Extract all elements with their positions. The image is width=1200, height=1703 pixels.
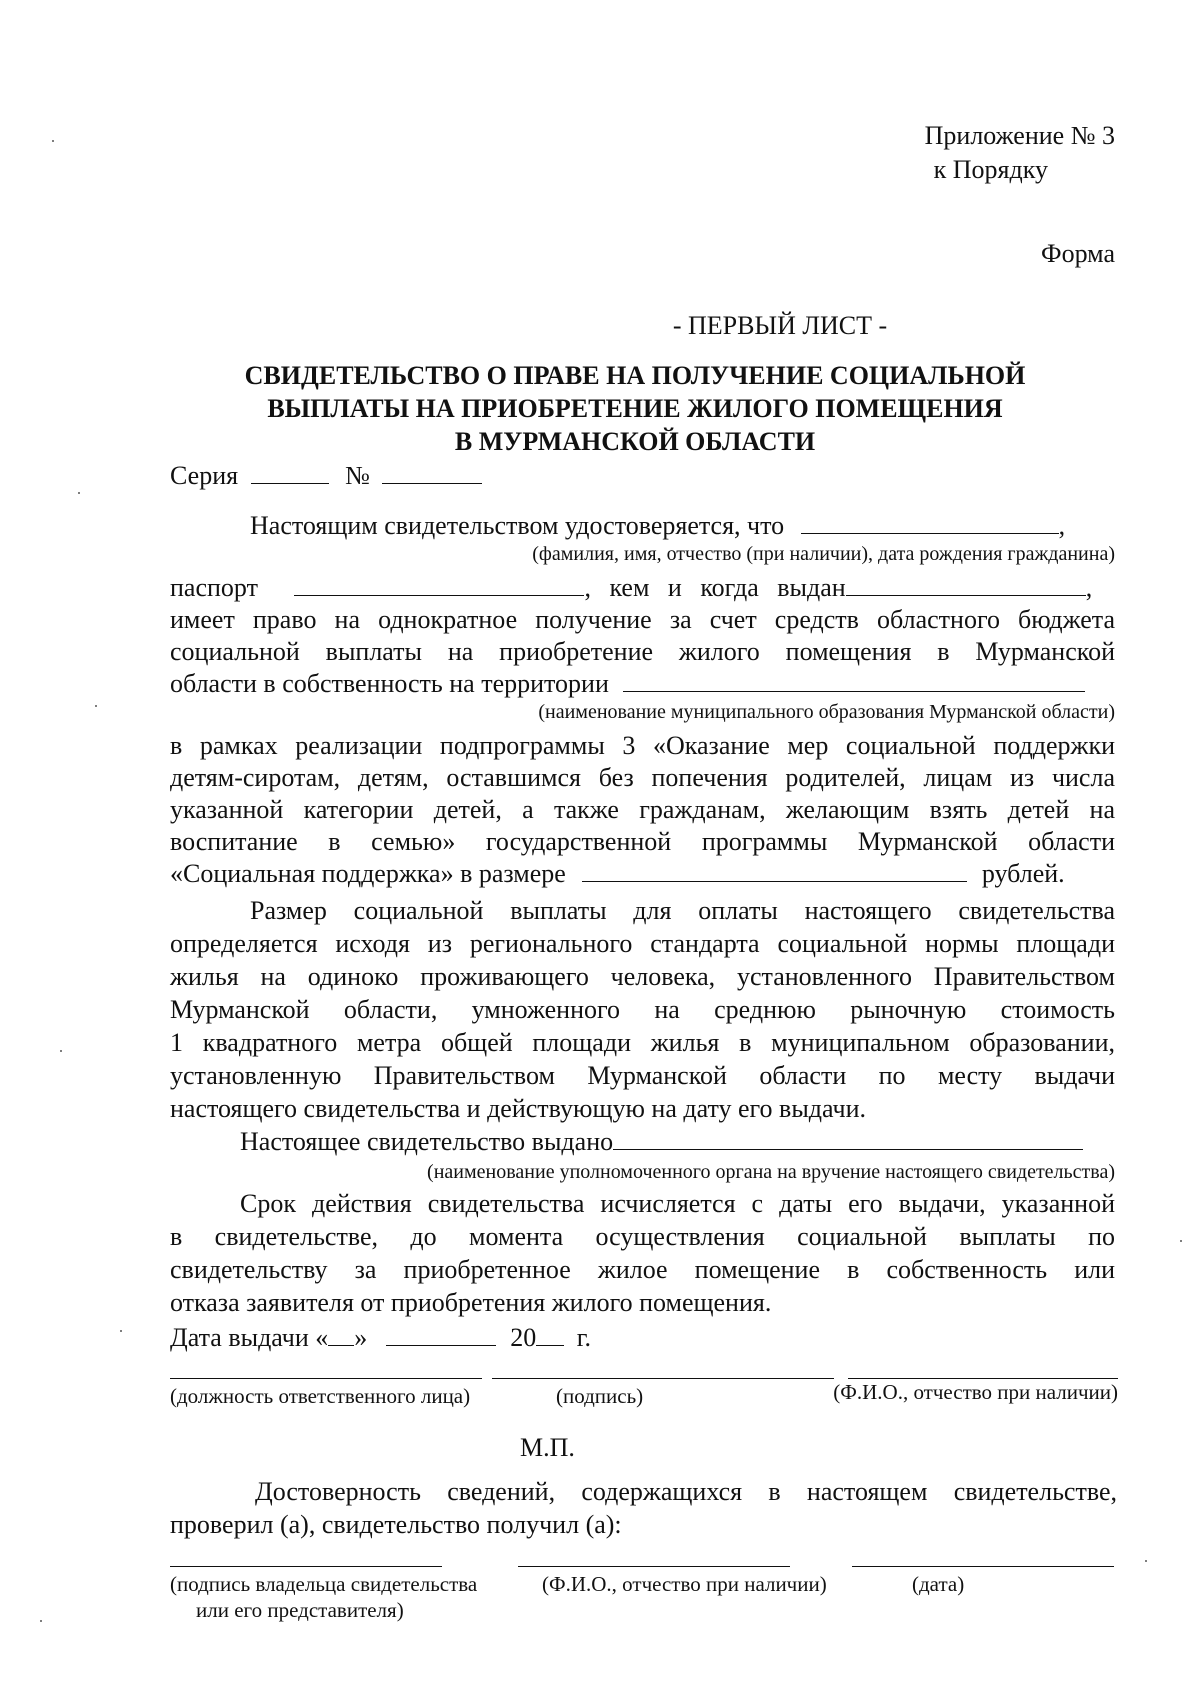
date-label: Дата выдачи «: [170, 1323, 329, 1352]
document-title-line-3: В МУРМАНСКОЙ ОБЛАСТИ: [454, 427, 816, 456]
date-suffix: г.: [576, 1323, 592, 1352]
certify-row: [250, 510, 1065, 542]
date-month-field[interactable]: [386, 1323, 496, 1346]
paragraph-2-line-1: в рамках реализации подпрограммы 3 «Оказание мер социальной поддержки: [170, 731, 1115, 760]
date-day-field[interactable]: [328, 1323, 354, 1346]
scan-speck: [52, 140, 54, 142]
owner-signature-line[interactable]: [170, 1566, 442, 1567]
date-quote-close: »: [354, 1323, 368, 1352]
signature-line[interactable]: [492, 1378, 834, 1379]
series-label: Серия: [170, 461, 239, 490]
position-signature-line[interactable]: [170, 1378, 482, 1379]
sheet-label: - ПЕРВЫЙ ЛИСТ -: [672, 311, 888, 340]
citizen-field[interactable]: [801, 511, 1059, 534]
certify-comma: ,: [1058, 511, 1066, 540]
paragraph-3-line-2: определяется исходя из регионального стандарта социальной нормы площади: [170, 929, 1115, 958]
passport-label: паспорт: [170, 573, 258, 602]
owner-signature-caption-2: или его представителя): [196, 1598, 404, 1622]
paragraph-4-line-2: в свидетельстве, до момента осуществления социальной выплаты по: [170, 1222, 1115, 1251]
position-caption: (должность ответственного лица): [170, 1384, 471, 1408]
hint-person: (фамилия, имя, отчество (при наличии), дата рождения гражданина): [532, 543, 1115, 565]
to-order-label: к Порядку: [933, 155, 1048, 184]
owner-fio-caption: (Ф.И.О., отчество при наличии): [542, 1572, 827, 1596]
scan-speck: [78, 492, 80, 494]
paragraph-2-line-4: воспитание в семью» государственной программы Мурманской области: [170, 827, 1115, 856]
amount-row: [170, 858, 1065, 890]
owner-date-caption: (дата): [912, 1572, 965, 1596]
territory-label: области в собственность на территории: [170, 669, 609, 698]
paragraph-3-line-5: 1 квадратного метра общей площади жилья в муниципальном образовании,: [170, 1028, 1115, 1057]
amount-field[interactable]: [582, 859, 967, 882]
appendix-number: Приложение № 3: [924, 121, 1115, 150]
paragraph-3-line-6: установленную Правительством Мурманской области по месту выдачи: [170, 1061, 1115, 1090]
paragraph-1-line-1: имеет право на однократное получение за счет средств областного бюджета: [170, 605, 1115, 634]
paragraph-3-line-3: жилья на одиноко проживающего человека, установленного Правительством: [170, 962, 1115, 991]
paragraph-4-line-1: Срок действия свидетельства исчисляется с даты его выдачи, указанной: [240, 1189, 1115, 1218]
form-label: Форма: [1041, 239, 1115, 268]
scan-speck: [40, 1620, 42, 1622]
scan-speck: [60, 1050, 62, 1052]
date-year-prefix: 20: [510, 1323, 537, 1352]
stamp-placeholder: М.П.: [520, 1433, 575, 1462]
owner-fio-line[interactable]: [518, 1566, 790, 1567]
amount-label: «Социальная поддержка» в размере: [170, 859, 566, 888]
number-label: №: [345, 461, 370, 490]
territory-row: [170, 668, 1085, 700]
paragraph-2-line-3: указанной категории детей, а также гражданам, желающим взять детей на: [170, 795, 1115, 824]
number-field[interactable]: [382, 461, 482, 484]
issued-to-label: Настоящее свидетельство выдано: [240, 1127, 614, 1156]
paragraph-1-line-2: социальной выплаты на приобретение жилого помещения в Мурманской: [170, 637, 1115, 666]
authority-field[interactable]: [613, 1127, 1083, 1150]
owner-date-line[interactable]: [852, 1566, 1114, 1567]
hint-authority: (наименование уполномоченного органа на вручение настоящего свидетельства): [427, 1161, 1115, 1183]
paragraph-3-line-7: настоящего свидетельства и действующую на дату его выдачи.: [170, 1094, 867, 1123]
document-title-line-1: СВИДЕТЕЛЬСТВО О ПРАВЕ НА ПОЛУЧЕНИЕ СОЦИАЛЬНОЙ: [244, 361, 1026, 390]
series-row: [170, 460, 482, 492]
issued-to-row: [240, 1126, 1083, 1158]
passport-row: [170, 572, 1115, 604]
paragraph-4-line-4: отказа заявителя от приобретения жилого помещения.: [170, 1288, 772, 1317]
scan-speck: [95, 705, 97, 707]
paragraph-4-line-3: свидетельству за приобретенное жилое помещение в собственность или: [170, 1255, 1115, 1284]
scan-speck: [1145, 1560, 1147, 1562]
scan-speck: [120, 1330, 122, 1332]
series-field[interactable]: [251, 461, 329, 484]
document-title-line-2: ВЫПЛАТЫ НА ПРИОБРЕТЕНИЕ ЖИЛОГО ПОМЕЩЕНИЯ: [267, 394, 1003, 423]
signature-caption: (подпись): [556, 1384, 644, 1408]
issued-by-label: , кем и когда выдан: [584, 573, 846, 602]
issue-date-row: [170, 1322, 591, 1354]
paragraph-3-line-4: Мурманской области, умноженного на среднюю рыночную стоимость: [170, 995, 1115, 1024]
rubles-label: рублей.: [981, 859, 1065, 888]
paragraph-3-line-1: Размер социальной выплаты для оплаты настоящего свидетельства: [250, 896, 1115, 925]
issued-by-field[interactable]: [846, 573, 1086, 596]
verification-line-2: проверил (а), свидетельство получил (а):: [170, 1510, 622, 1539]
paragraph-2-line-2: детям-сиротам, детям, оставшимся без попечения родителей, лицам из числа: [170, 763, 1115, 792]
owner-signature-caption: (подпись владельца свидетельства: [170, 1572, 478, 1596]
scan-speck: [1180, 1240, 1182, 1242]
fio-signature-line[interactable]: [848, 1378, 1118, 1379]
certify-text: Настоящим свидетельством удостоверяется, что: [250, 511, 785, 540]
passport-field[interactable]: [294, 573, 584, 596]
fio-caption: (Ф.И.О., отчество при наличии): [833, 1380, 1118, 1404]
hint-municipality: (наименование муниципального образования Мурманской области): [538, 701, 1115, 723]
territory-field[interactable]: [623, 669, 1085, 692]
issued-comma: ,: [1085, 573, 1093, 602]
date-year-field[interactable]: [536, 1323, 564, 1346]
verification-line-1: Достоверность сведений, содержащихся в настоящем свидетельстве,: [255, 1477, 1117, 1506]
